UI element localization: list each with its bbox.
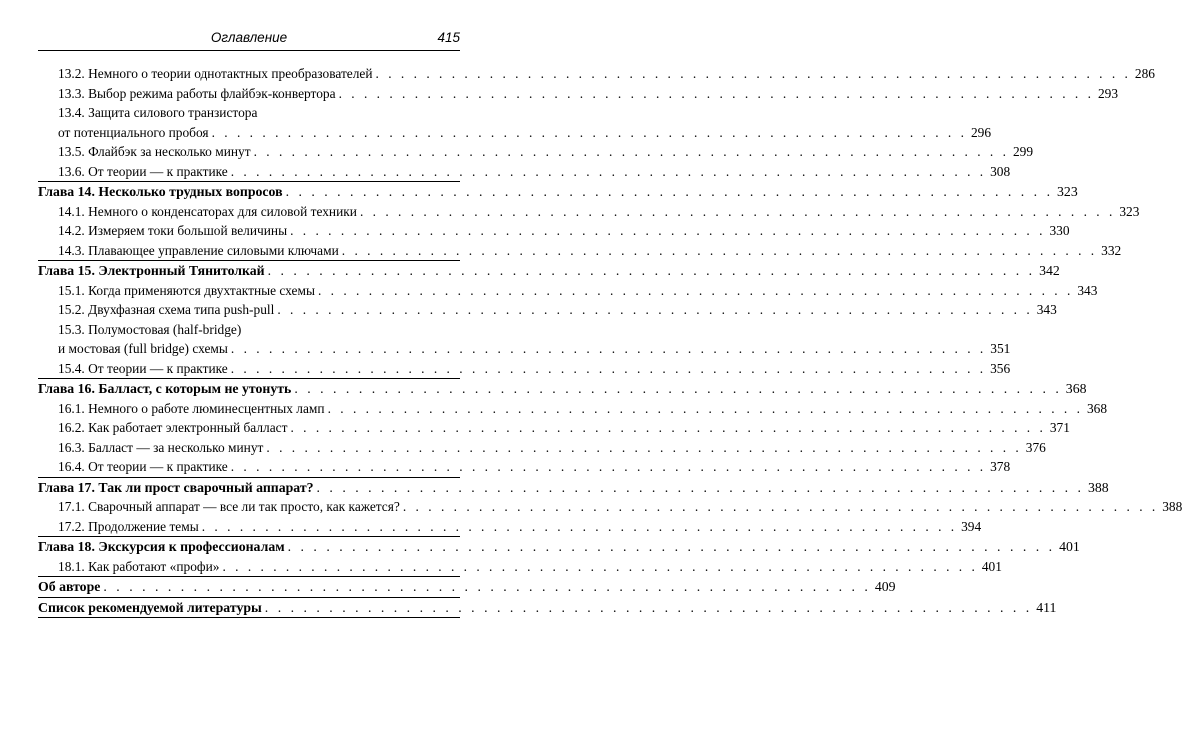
toc-entry-title: 17.2. Продолжение темы — [58, 518, 199, 534]
toc-entry-title: 15.1. Когда применяются двухтактные схемы — [58, 282, 315, 298]
dot-leader: . . . . . . . . . . . . . . . . . . . . . . . . . . . . . . . . . . . . . . . . . . . . . . . . . . . . . . . . . . . . — [338, 85, 1094, 101]
dot-leader: . . . . . . . . . . . . . . . . . . . . . . . . . . . . . . . . . . . . . . . . . . . . . . . . . . . . . . . . . . . . — [222, 558, 978, 574]
toc-entry-title: 14.3. Плавающее управление силовыми ключами — [58, 242, 339, 258]
toc-entry-page-number: 332 — [1101, 242, 1122, 258]
toc-chapter-entry[interactable] — [38, 378, 1087, 399]
running-head-page-number: 415 — [437, 30, 460, 45]
running-head-title: Оглавление — [210, 30, 288, 45]
dot-leader: . . . . . . . . . . . . . . . . . . . . . . . . . . . . . . . . . . . . . . . . . . . . . . . . . . . . . . . . . . . . — [266, 439, 1022, 455]
toc-entry-title: 13.4. Защита силового транзистора — [58, 105, 258, 120]
running-head — [38, 28, 460, 51]
dot-leader: . . . . . . . . . . . . . . . . . . . . . . . . . . . . . . . . . . . . . . . . . . . . . . . . . . . . . . . . . . . . — [287, 539, 1056, 554]
toc-entry-title: 14.2. Измеряем токи большой величины — [58, 223, 288, 238]
toc-entry-page-number: 371 — [1049, 420, 1070, 435]
toc-section-entry[interactable] — [38, 103, 460, 123]
toc-chapter-entry[interactable] — [38, 260, 1060, 281]
dot-leader: . . . . . . . . . . . . . . . . . . . . . . . . . . . . . . . . . . . . . . . . . . . . . . . . . . . . . . . . . . . . — [264, 599, 1033, 615]
toc-entry-page-number: 343 — [1077, 282, 1098, 298]
toc-entry-page-number: 411 — [1036, 599, 1057, 615]
toc-entry-page-number: 376 — [1025, 439, 1046, 455]
toc-entry-title: Об авторе — [38, 579, 101, 594]
dot-leader: . . . . . . . . . . . . . . . . . . . . . . . . . . . . . . . . . . . . . . . . . . . . . . . . . . . . . . . . . . . . — [290, 420, 1046, 435]
dot-leader: . . . . . . . . . . . . . . . . . . . . . . . . . . . . . . . . . . . . . . . . . . . . . . . . . . . . . . . . . . . . — [230, 360, 987, 376]
toc-entry-page-number: 409 — [874, 579, 896, 594]
toc-section-entry[interactable] — [38, 123, 992, 143]
dot-leader: . . . . . . . . . . . . . . . . . . . . . . . . . . . . . . . . . . . . . . . . . . . . . . . . . . . . . . . . . . . . — [375, 66, 1131, 81]
toc-section-entry[interactable] — [38, 339, 1011, 359]
toc-entry-title: 16.2. Как работает электронный балласт — [58, 420, 288, 435]
toc-entry-page-number: 368 — [1086, 400, 1108, 416]
toc-entry-title: 14.1. Немного о конденсаторах для силовой техники — [58, 203, 357, 219]
table-of-contents — [38, 64, 1182, 618]
dot-leader: . . . . . . . . . . . . . . . . . . . . . . . . . . . . . . . . . . . . . . . . . . . . . . . . . . . . . . . . . . . . — [294, 381, 1062, 396]
toc-entry-page-number: 343 — [1036, 302, 1057, 317]
dot-leader: . . . . . . . . . . . . . . . . . . . . . . . . . . . . . . . . . . . . . . . . . . . . . . . . . . . . . . . . . . . . — [253, 144, 1009, 159]
toc-section-entry[interactable] — [38, 202, 1140, 222]
toc-section-entry[interactable] — [38, 438, 1046, 458]
toc-top-entry[interactable] — [38, 597, 1057, 618]
dot-leader: . . . . . . . . . . . . . . . . . . . . . . . . . . . . . . . . . . . . . . . . . . . . . . . . . . . . . . . . . . . . — [402, 499, 1159, 514]
toc-entry-page-number: 330 — [1049, 223, 1070, 238]
toc-entry-title: 16.1. Немного о работе люминесцентных ламп — [58, 400, 325, 416]
toc-entry-title: 15.2. Двухфазная схема типа push-pull — [58, 302, 275, 317]
toc-section-entry[interactable] — [38, 300, 1057, 320]
toc-entry-title: Глава 17. Так ли прост сварочный аппарат? — [38, 479, 314, 495]
toc-entry-title: 18.1. Как работают «профи» — [58, 558, 220, 574]
toc-section-entry[interactable] — [38, 162, 1011, 182]
toc-entry-page-number: 378 — [990, 459, 1011, 474]
toc-entry-title: от потенциального пробоя — [58, 124, 209, 140]
dot-leader: . . . . . . . . . . . . . . . . . . . . . . . . . . . . . . . . . . . . . . . . . . . . . . . . . . . . . . . . . . . . — [316, 479, 1084, 495]
dot-leader: . . . . . . . . . . . . . . . . . . . . . . . . . . . . . . . . . . . . . . . . . . . . . . . . . . . . . . . . . . . . — [230, 163, 987, 179]
toc-section-entry[interactable] — [38, 84, 1119, 104]
toc-entry-page-number: 388 — [1087, 479, 1109, 495]
dot-leader: . . . . . . . . . . . . . . . . . . . . . . . . . . . . . . . . . . . . . . . . . . . . . . . . . . . . . . . . . . . . — [230, 459, 987, 474]
toc-section-entry[interactable] — [38, 557, 1002, 577]
toc-entry-title: 17.1. Сварочный аппарат — все ли так просто, как кажется? — [58, 499, 400, 514]
toc-section-entry[interactable] — [38, 418, 1070, 438]
toc-entry-page-number: 299 — [1012, 144, 1034, 159]
toc-entry-page-number: 308 — [990, 163, 1011, 179]
dot-leader: . . . . . . . . . . . . . . . . . . . . . . . . . . . . . . . . . . . . . . . . . . . . . . . . . . . . . . . . . . . . — [341, 242, 1098, 258]
toc-entry-page-number: 394 — [961, 518, 982, 534]
dot-leader: . . . . . . . . . . . . . . . . . . . . . . . . . . . . . . . . . . . . . . . . . . . . . . . . . . . . . . . . . . . . — [290, 223, 1046, 238]
toc-entry-title: Список рекомендуемой литературы — [38, 599, 262, 615]
toc-entry-page-number: 401 — [981, 558, 1002, 574]
toc-entry-page-number: 286 — [1134, 66, 1155, 81]
toc-entry-title: 16.3. Балласт — за несколько минут — [58, 439, 264, 455]
dot-leader: . . . . . . . . . . . . . . . . . . . . . . . . . . . . . . . . . . . . . . . . . . . . . . . . . . . . . . . . . . . . — [277, 302, 1033, 317]
toc-entry-page-number: 323 — [1119, 203, 1140, 219]
toc-section-entry[interactable] — [38, 359, 1011, 379]
dot-leader: . . . . . . . . . . . . . . . . . . . . . . . . . . . . . . . . . . . . . . . . . . . . . . . . . . . . . . . . . . . . — [359, 203, 1116, 219]
toc-entry-title: 16.4. От теории — к практике — [58, 459, 228, 474]
toc-entry-title: и мостовая (full bridge) схемы — [58, 341, 228, 356]
toc-entry-title: 15.4. От теории — к практике — [58, 360, 228, 376]
toc-top-entry[interactable] — [38, 576, 896, 597]
dot-leader: . . . . . . . . . . . . . . . . . . . . . . . . . . . . . . . . . . . . . . . . . . . . . . . . . . . . . . . . . . . . — [103, 579, 871, 594]
toc-entry-page-number: 296 — [970, 124, 992, 140]
toc-section-entry[interactable] — [38, 517, 982, 537]
toc-section-entry[interactable] — [38, 142, 1034, 162]
closing-rule — [38, 617, 460, 618]
toc-entry-title: 13.6. От теории — к практике — [58, 163, 228, 179]
toc-section-entry[interactable] — [38, 221, 1070, 241]
toc-section-entry[interactable] — [38, 241, 1122, 261]
toc-entry-title: 13.3. Выбор режима работы флайбэк-конвертора — [58, 85, 336, 101]
dot-leader: . . . . . . . . . . . . . . . . . . . . . . . . . . . . . . . . . . . . . . . . . . . . . . . . . . . . . . . . . . . . — [211, 124, 967, 140]
toc-entry-page-number: 342 — [1039, 263, 1060, 278]
toc-entry-page-number: 356 — [990, 360, 1011, 376]
dot-leader: . . . . . . . . . . . . . . . . . . . . . . . . . . . . . . . . . . . . . . . . . . . . . . . . . . . . . . . . . . . . — [285, 184, 1054, 199]
dot-leader: . . . . . . . . . . . . . . . . . . . . . . . . . . . . . . . . . . . . . . . . . . . . . . . . . . . . . . . . . . . . — [267, 263, 1036, 278]
toc-entry-title: 13.5. Флайбэк за несколько минут — [58, 144, 251, 159]
dot-leader: . . . . . . . . . . . . . . . . . . . . . . . . . . . . . . . . . . . . . . . . . . . . . . . . . . . . . . . . . . . . — [230, 341, 987, 356]
dot-leader: . . . . . . . . . . . . . . . . . . . . . . . . . . . . . . . . . . . . . . . . . . . . . . . . . . . . . . . . . . . . — [327, 400, 1083, 416]
toc-entry-title: Глава 16. Балласт, с которым не утонуть — [38, 381, 292, 396]
toc-section-entry[interactable] — [38, 399, 1108, 419]
toc-section-entry[interactable] — [38, 497, 1182, 517]
dot-leader: . . . . . . . . . . . . . . . . . . . . . . . . . . . . . . . . . . . . . . . . . . . . . . . . . . . . . . . . . . . . — [201, 518, 958, 534]
toc-entry-title: Глава 14. Несколько трудных вопросов — [38, 184, 283, 199]
toc-entry-page-number: 293 — [1097, 85, 1119, 101]
toc-entry-title: Глава 18. Экскурсия к профессионалам — [38, 539, 285, 554]
toc-entry-title: 13.2. Немного о теории однотактных преобразователей — [58, 66, 373, 81]
toc-section-entry[interactable] — [38, 64, 1155, 84]
toc-section-entry[interactable] — [38, 281, 1098, 301]
toc-entry-page-number: 368 — [1065, 381, 1087, 396]
toc-chapter-entry[interactable] — [38, 536, 1080, 557]
toc-section-entry[interactable] — [38, 457, 1011, 477]
toc-entry-page-number: 323 — [1057, 184, 1078, 199]
toc-chapter-entry[interactable] — [38, 181, 1078, 202]
toc-chapter-entry[interactable] — [38, 477, 1109, 498]
toc-entry-page-number: 401 — [1059, 539, 1080, 554]
dot-leader: . . . . . . . . . . . . . . . . . . . . . . . . . . . . . . . . . . . . . . . . . . . . . . . . . . . . . . . . . . . . — [317, 282, 1074, 298]
toc-entry-title: Глава 15. Электронный Тянитолкай — [38, 263, 265, 278]
toc-section-entry[interactable] — [38, 320, 460, 340]
toc-entry-title: 15.3. Полумостовая (half-bridge) — [58, 321, 242, 337]
toc-entry-page-number: 351 — [990, 341, 1011, 356]
toc-entry-page-number: 388 — [1162, 499, 1182, 514]
